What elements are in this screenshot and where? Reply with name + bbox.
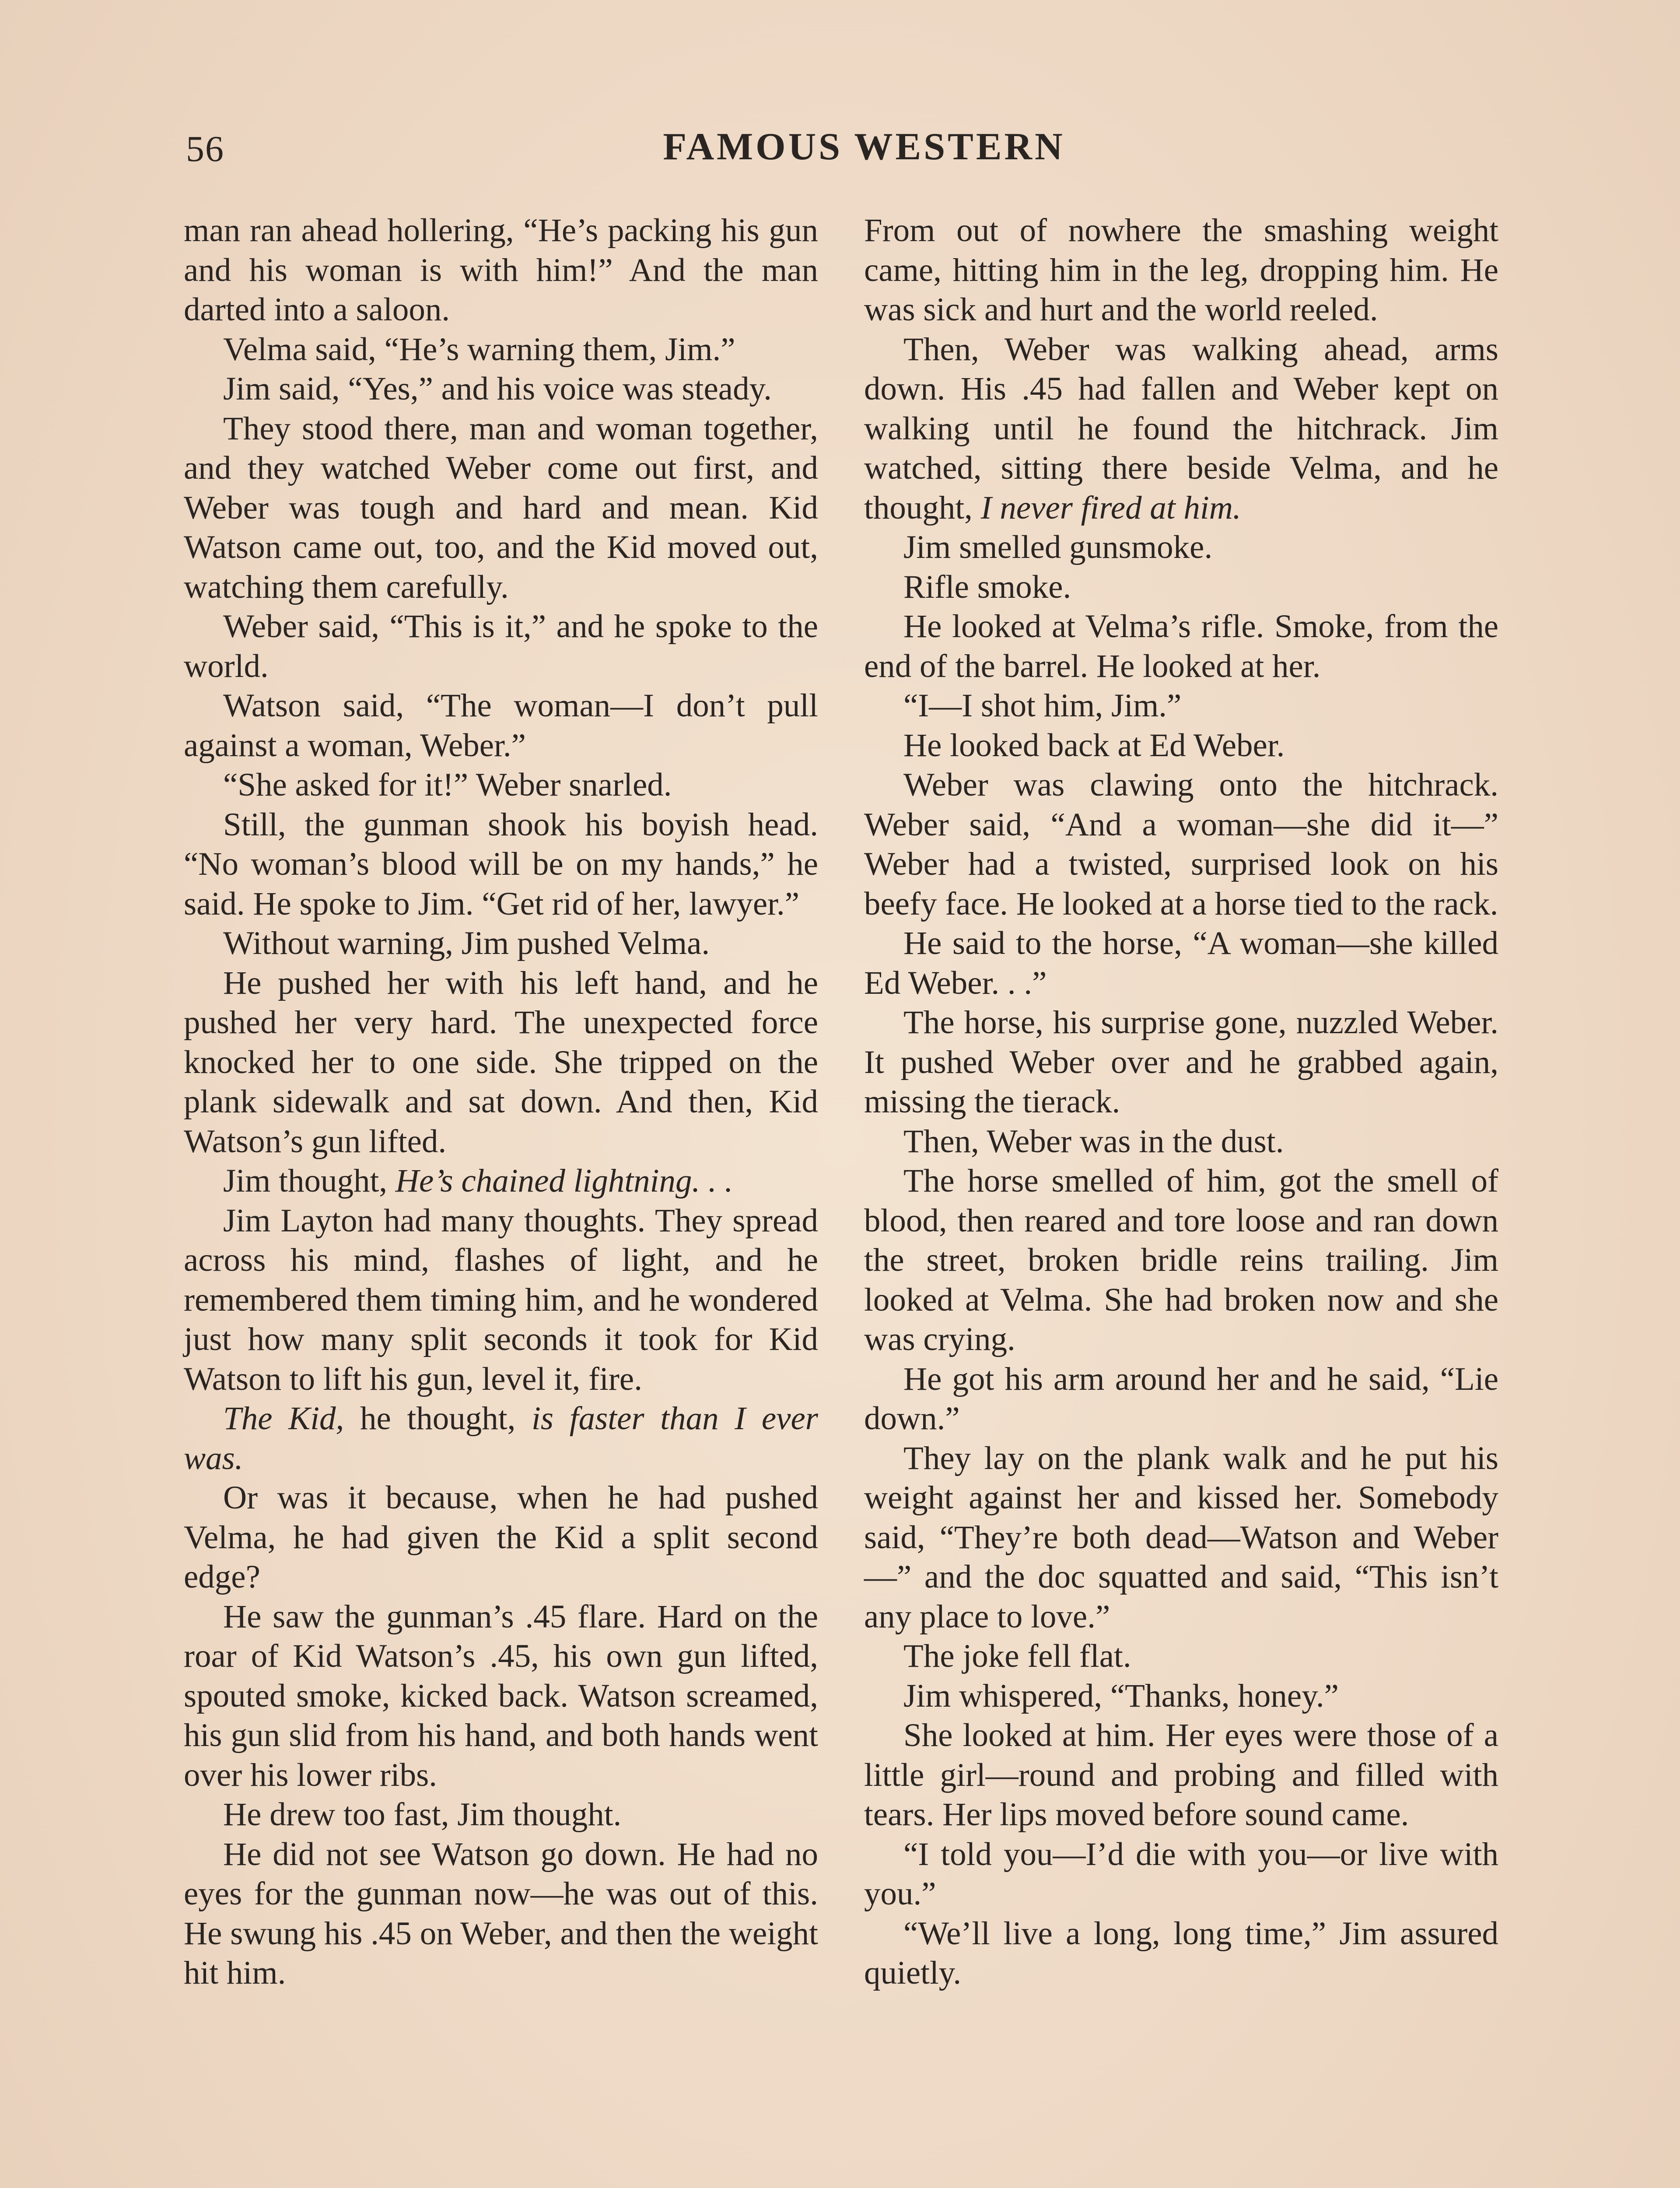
paragraph: Without warning, Jim pushed Velma. [223, 925, 710, 961]
paragraph: They lay on the plank walk and he put his weight against her and kissed her. Somebody said, “They’re both dead—Watson and Weber—” and the doc squatted and said, “This isn’t any place to love.” [864, 1440, 1498, 1635]
italic-thought: The Kid, [223, 1400, 344, 1437]
paragraph: Still, the gunman shook his boyish head. “No woman’s blood will be on my hands,” he said. He spoke to Jim. “Get rid of her, lawyer.” [184, 806, 818, 922]
paragraph: Jim whispered, “Thanks, honey.” [903, 1677, 1339, 1714]
page-number: 56 [186, 129, 224, 169]
paragraph: He pushed her with his left hand, and he pushed her very hard. The unexpected force knocked her to one side. She tripped on the plank sidewalk and sat down. And then, Kid Watson’s gun lifted. [184, 964, 818, 1160]
paragraph [864, 330, 1498, 528]
paragraph: They stood there, man and woman together, and they watched Weber come out first, and Weber was tough and hard and mean. Kid Watson came out, too, and the Kid moved out, watching them carefully. [184, 410, 818, 605]
paragraph-text: Then, Weber was walking ahead, arms down. His .45 had fallen and Weber kept on walking until he found the hitchrack. Jim watched, sitting there beside Velma, and he thought, [864, 331, 1498, 526]
paragraph: “We’ll live a long, long time,” Jim assured quietly. [864, 1915, 1498, 1991]
paragraph: Jim said, “Yes,” and his voice was steady. [223, 371, 772, 407]
right-column [864, 211, 1498, 1993]
paragraph: Then, Weber was in the dust. [903, 1123, 1284, 1160]
paragraph: Jim Layton had many thoughts. They spread across his mind, flashes of light, and he remembered them timing him, and he wondered just how many split seconds it took for Kid Watson to lift his gun, level it, fire. [184, 1202, 818, 1397]
paragraph: Weber said, “This is it,” and he spoke to the world. [184, 608, 818, 684]
paragraph: Weber was clawing onto the hitchrack. Weber said, “And a woman—she did it—” Weber had a twisted, surprised look on his beefy face. He looked at a horse tied to the rack. [864, 767, 1498, 922]
paragraph: Watson said, “The woman—I don’t pull against a woman, Weber.” [184, 687, 818, 764]
italic-thought: He’s chained lightning. . . [395, 1163, 733, 1199]
paragraph: She looked at him. Her eyes were those of a little girl—round and probing and filled with tears. Her lips moved before sound came. [864, 1717, 1498, 1833]
paragraph: He looked at Velma’s rifle. Smoke, from the end of the barrel. He looked at her. [864, 608, 1498, 684]
italic-thought: I never fired at him. [980, 489, 1241, 526]
paragraph: Velma said, “He’s warning them, Jim.” [223, 331, 735, 368]
paragraph: Or was it because, when he had pushed Velma, he had given the Kid a split second edge? [184, 1480, 818, 1595]
paragraph-text: Jim thought, [223, 1163, 396, 1199]
italic-thought: is faster than I ever was. [184, 1400, 818, 1476]
paragraph: He looked back at Ed Weber. [903, 727, 1285, 764]
paragraph: The horse smelled of him, got the smell of blood, then reared and tore loose and ran down the street, broken bridle reins trailing. Jim looked at Velma. She had broken now and she was crying. [864, 1163, 1498, 1357]
paragraph: The horse, his surprise gone, nuzzled Weber. It pushed Weber over and he grabbed again, missing the tierack. [864, 1004, 1498, 1120]
paragraph: The joke fell flat. [903, 1638, 1131, 1674]
paragraph [184, 1399, 818, 1478]
running-head: FAMOUS WESTERN [663, 126, 1065, 168]
paragraph: He got his arm around her and he said, “Lie down.” [864, 1360, 1498, 1437]
paragraph: He drew too fast, Jim thought. [223, 1796, 622, 1833]
paragraph: “I told you—I’d die with you—or live with you.” [864, 1836, 1498, 1912]
left-column [184, 211, 818, 1993]
paragraph: “She asked for it!” Weber snarled. [223, 767, 672, 803]
paragraph: He did not see Watson go down. He had no eyes for the gunman now—he was out of this. He swung his .45 on Weber, and then the weight hit him. [184, 1836, 818, 1991]
paragraph: Rifle smoke. [903, 568, 1071, 605]
paragraph-text: he thought, [344, 1400, 532, 1437]
paragraph [184, 1161, 818, 1201]
paragraph: man ran ahead hollering, “He’s packing his gun and his woman is with him!” And the man darted into a saloon. [184, 212, 818, 328]
paragraph: From out of nowhere the smashing weight came, hitting him in the leg, dropping him. He was sick and hurt and the world reeled. [864, 212, 1498, 328]
paragraph: “I—I shot him, Jim.” [903, 687, 1182, 724]
paragraph: He saw the gunman’s .45 flare. Hard on the roar of Kid Watson’s .45, his own gun lifted, spouted smoke, kicked back. Watson screamed, his gun slid from his hand, and both hands went over his lower ribs. [184, 1598, 818, 1793]
paragraph: Jim smelled gunsmoke. [903, 529, 1213, 565]
paragraph: He said to the horse, “A woman—she killed Ed Weber. . .” [864, 925, 1498, 1001]
